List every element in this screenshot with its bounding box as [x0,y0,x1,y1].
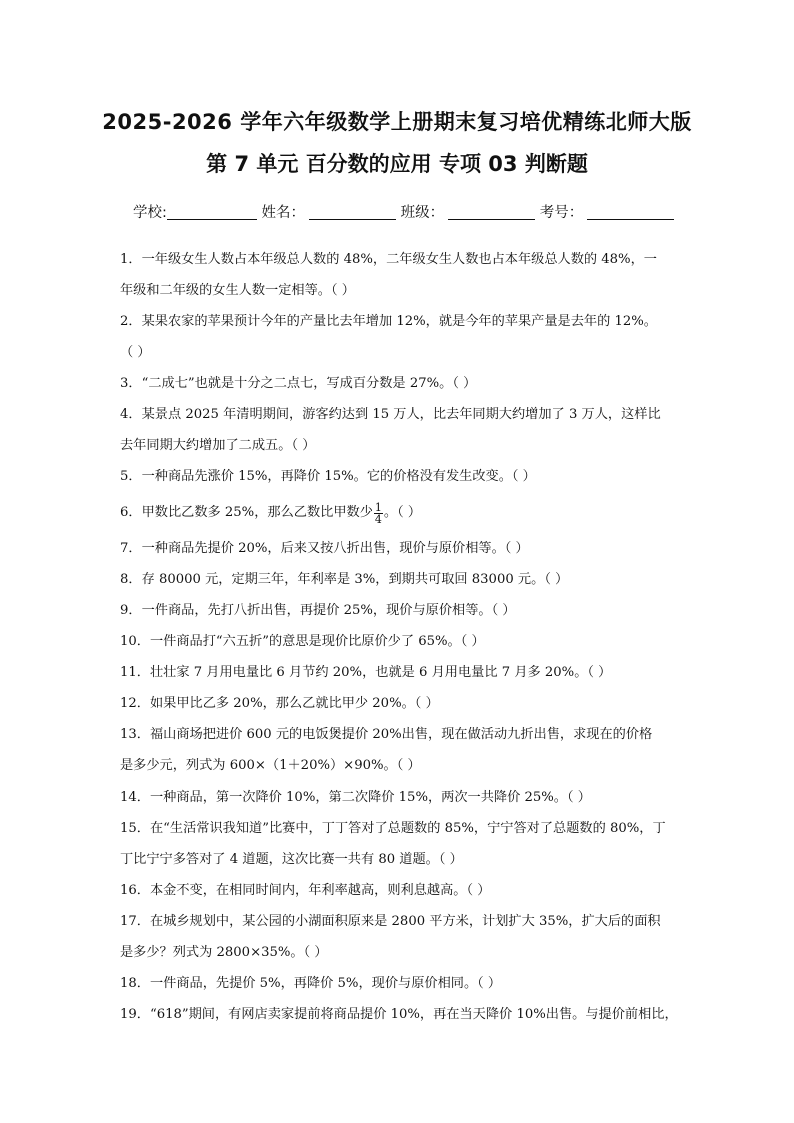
question-2: 2．某果农家的苹果预计今年的产量比去年增加 12%，就是今年的苹果产量是去年的 12%。 （ ） [120,314,657,361]
question-3: 3．“二成七”也就是十分之二点七，写成百分数是 27%。（ ） [120,376,477,391]
class-label: 班级： [400,205,445,221]
question-13: 13．福山商场把进价 600 元的电饭煲提价 20%出售，现在做活动九折出售，求现在的价格 是多少元，列式为 600×（1＋20%）×90%。（ ） [120,727,653,774]
question-12: 12．如果甲比乙多 20%，那么乙就比甲少 20%。（ ） [120,696,439,711]
name-blank[interactable] [309,204,396,220]
question-15: 15．在“生活常识我知道”比赛中，丁丁答对了总题数的 85%，宁宁答对了总题数的 80%，丁 丁比宁宁多答对了 4 道题，这次比赛一共有 80 道题。（ ） [120,821,666,868]
question-17: 17．在城乡规划中，某公园的小湖面积原来是 2800 平方米，计划扩大 35%，扩大后的面积 是多少？列式为 2800×35%。（ ） [120,914,661,961]
question-11: 11．壮壮家 7 月用电量比 6 月节约 20%，也就是 6 月用电量比 7 月多 20%。（ ） [120,665,612,680]
name-label: 姓名： [261,205,305,221]
question-18: 18．一件商品，先提价 5%，再降价 5%，现价与原价相同。（ ） [120,976,502,991]
question-5: 5．一种商品先涨价 15%，再降价 15%。它的价格没有发生改变。（ ） [120,469,536,484]
exam-number-blank[interactable] [587,204,674,220]
question-1: 1．一年级女生人数占本年级总人数的 48%，二年级女生人数也占本年级总人数的 48%，一 年级和二年级的女生人数一定相等。（ ） [120,252,657,299]
worksheet-subtitle: 第 7 单元 百分数的应用 专项 03 判断题 [206,152,588,176]
question-14: 14．一种商品，第一次降价 10%，第二次降价 15%，两次一共降价 25%。（ ） [120,790,591,805]
question-7: 7．一种商品先提价 20%，后来又按八折出售，现价与原价相等。（ ） [120,541,529,556]
question-6: 6．甲数比乙数多 25%，那么乙数比甲数少 $\frac{1}{4}$ 。（ ） [120,501,422,526]
school-label: 学校: [133,205,167,221]
question-19: 19．“618”期间，有网店卖家提前将商品提价 10%，再在当天降价 10%出售。与提价前相比， [120,1007,678,1022]
question-4: 4．某景点 2025 年清明期间，游客约达到 15 万人，比去年同期大约增加了 3 万人，这样比 去年同期大约增加了二成五。（ ） [120,407,661,454]
school-blank[interactable] [167,204,257,220]
exam-number-label: 考号： [539,205,584,221]
question-9: 9．一件商品，先打八折出售，再提价 25%，现价与原价相等。（ ） [120,603,516,618]
class-blank[interactable] [448,204,535,220]
fraction-one-quarter: $\frac{1}{4}$ [374,501,382,526]
student-info-row [133,201,674,222]
question-8: 8．存 80000 元，定期三年，年利率是 3%，到期共可取回 83000 元。（ ） [120,572,569,587]
question-16: 16．本金不变，在相同时间内，年利率越高，则利息越高。（ ） [120,883,491,898]
worksheet-title: 2025-2026 学年六年级数学上册期末复习培优精练北师大版 [102,110,692,134]
question-10: 10．一件商品打“六五折”的意思是现价比原价少了 65%。（ ） [120,634,485,649]
